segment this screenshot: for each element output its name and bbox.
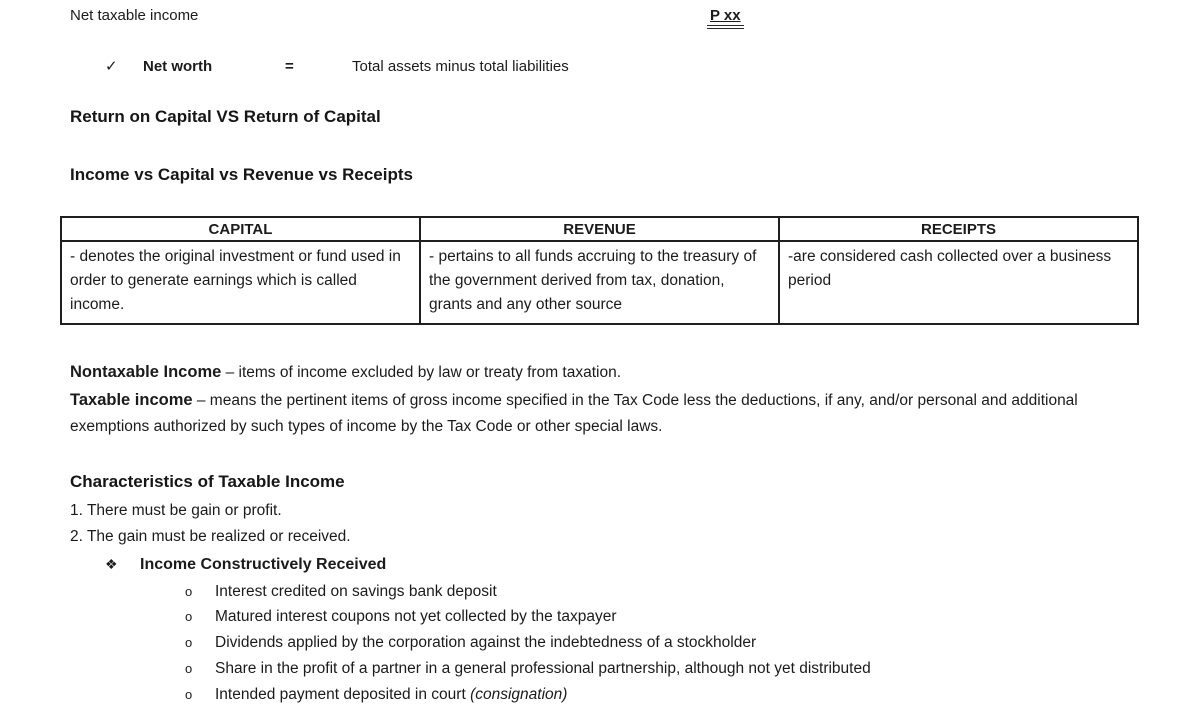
list-item [70, 604, 1130, 630]
characteristic-item-2: 2. The gain must be realized or received. [70, 524, 1130, 550]
circle-bullet-icon: o [185, 630, 215, 656]
circle-bullet-icon: o [185, 682, 215, 707]
table-header-row [61, 217, 1138, 241]
checkmark-icon: ✓ [105, 57, 143, 75]
net-taxable-income-row [70, 7, 1130, 25]
heading-characteristics: Characteristics of Taxable Income [70, 472, 1130, 492]
cell-capital-definition: - denotes the original investment or fund used in order to generate earnings which is called income. [61, 241, 420, 324]
equals-sign: = [285, 58, 352, 75]
taxable-income-definition [70, 387, 1130, 441]
list-item-text-italic: (consignation) [470, 686, 567, 703]
nontaxable-income-definition [70, 359, 1130, 387]
circle-bullet-icon: o [185, 604, 215, 630]
list-item-text: Share in the profit of a partner in a general professional partnership, although not yet distributed [215, 656, 871, 682]
cell-revenue-definition: - pertains to all funds accruing to the treasury of the government derived from tax, donation, grants and any other source [420, 241, 779, 324]
column-header-capital: CAPITAL [61, 217, 420, 241]
circle-bullet-icon: o [185, 656, 215, 682]
taxable-income-text: – means the pertinent items of gross income specified in the Tax Code less the deductions, if any, and/or personal and additional exemptions authorized by such types of income by the Tax Code or other special laws. [70, 392, 1078, 436]
table-row [61, 241, 1138, 324]
list-item-text-regular: Intended payment deposited in court [215, 686, 470, 703]
heading-return-on-capital: Return on Capital VS Return of Capital [70, 107, 1130, 127]
column-header-revenue: REVENUE [420, 217, 779, 241]
constructive-receipt-list [70, 579, 1130, 707]
list-item-text: Dividends applied by the corporation against the indebtedness of a stockholder [215, 630, 756, 656]
net-worth-term: Net worth [143, 58, 285, 75]
net-worth-row [70, 57, 1130, 75]
net-worth-definition: Total assets minus total liabilities [352, 58, 569, 75]
comparison-table [60, 216, 1139, 325]
taxable-income-term: Taxable income [70, 391, 193, 409]
cell-receipts-definition: -are considered cash collected over a business period [779, 241, 1138, 324]
amount-placeholder: P xx [707, 7, 744, 29]
list-item [70, 682, 1130, 707]
diamond-bullet-icon: ❖ [105, 552, 140, 576]
list-item [70, 630, 1130, 656]
circle-bullet-icon: o [185, 579, 215, 605]
list-item [70, 656, 1130, 682]
income-constructively-received-label: Income Constructively Received [140, 553, 386, 577]
heading-income-vs-capital: Income vs Capital vs Revenue vs Receipts [70, 165, 1130, 185]
column-header-receipts: RECEIPTS [779, 217, 1138, 241]
income-constructively-received-heading [70, 552, 1130, 577]
list-item-text [215, 682, 567, 707]
list-item-text: Interest credited on savings bank deposit [215, 579, 497, 605]
nontaxable-income-term: Nontaxable Income [70, 363, 221, 381]
nontaxable-income-text: – items of income excluded by law or treaty from taxation. [221, 364, 621, 381]
net-taxable-income-label: Net taxable income [70, 7, 198, 24]
list-item-text: Matured interest coupons not yet collected by the taxpayer [215, 604, 617, 630]
income-definitions [70, 359, 1130, 441]
characteristic-item-1: 1. There must be gain or profit. [70, 498, 1130, 524]
list-item [70, 579, 1130, 605]
